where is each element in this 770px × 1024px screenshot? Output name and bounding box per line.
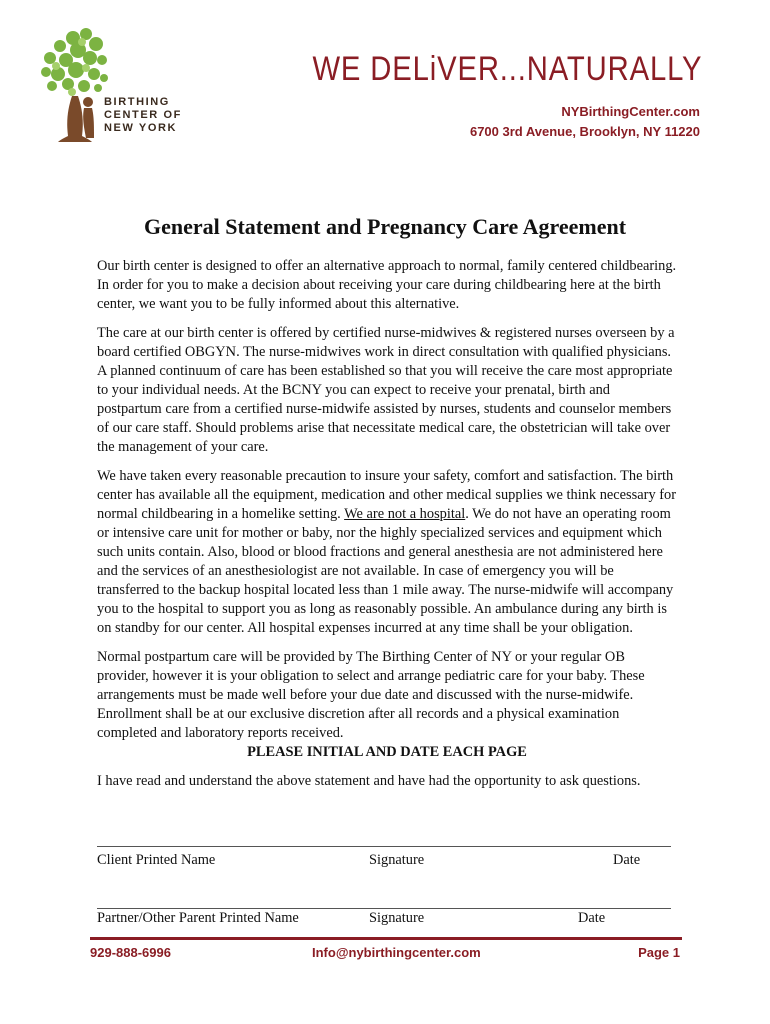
- not-a-hospital-notice: We are not a hospital: [344, 506, 466, 522]
- logo-line-2: CENTER OF: [104, 109, 182, 121]
- page-title: General Statement and Pregnancy Care Agreement: [143, 214, 627, 239]
- logo-text: [104, 96, 182, 135]
- signature-row-partner: [97, 908, 671, 926]
- paragraph-3-start: We have taken every reasonable precaution to insure your safety, comfort and satisfaction. The birth center has available all the equipment, medication and other medical supplies we think necessary for normal childbearing in a homelike setting.: [97, 468, 677, 522]
- paragraph-2: The care at our birth center is offered by certified nurse-midwives & registered nurses overseen by a board certified OBGYN. The nurse-midwives work in direct consultation with qualified physicians. A planned continuum of care has been established so that you will receive the care most appropriate to your individual needs. At the BCNY you can expect to receive your prenatal, birth and postpartum care from a certified nurse-midwife assisted by nurses, students and counselor members of our care staff. Should problems arise that necessitate medical care, the obstetrician will take over the management of your care.: [97, 325, 675, 455]
- footer-divider: [90, 937, 682, 940]
- partner-date-label: Date: [578, 910, 606, 926]
- footer-phone[interactable]: 929-888-6996: [90, 945, 171, 960]
- tagline: WE DELiVER...NATURALLY: [312, 50, 702, 88]
- partner-name-label: Partner/Other Parent Printed Name: [97, 910, 299, 926]
- paragraph-1: Our birth center is designed to offer an alternative approach to normal, family centered childbearing. In order for you to make a decision about receiving your care during childbearing here at the birth center, we want you to be fully informed about this alternative.: [97, 258, 677, 312]
- logo-line-1: BIRTHING: [104, 96, 170, 108]
- client-name-label: Client Printed Name: [97, 852, 216, 868]
- partner-signature-label: Signature: [369, 910, 425, 926]
- paragraph-4: Normal postpartum care will be provided by The Birthing Center of NY or your regular OB provider, however it is your obligation to select and arrange pediatric care for your baby. These arrangements must be made well before your due date and discussed with the nurse-midwife. Enrollment shall be at our exclusive discretion after all records and a physical examination completed and laboratory reports received.: [97, 649, 645, 741]
- initial-notice: PLEASE INITIAL AND DATE EACH PAGE: [247, 744, 527, 760]
- paragraph-3-end: . We do not have an operating room or intensive care unit for mother or baby, nor the highly specialized services and equipment which such units contain. Also, blood or blood fractions and general anesthesia are not administered here and the services of an anesthesiologist are not available. In case of emergency you will be transferred to the backup hospital located less than 1 mile away. The nurse-midwife will accompany you to the hospital to support you as long as reasonably possible. An ambulance during any birth is on standby for our center. All hospital expenses incurred at any time shall be your obligation.: [97, 506, 674, 636]
- address: 6700 3rd Avenue, Brooklyn, NY 11220: [469, 124, 700, 139]
- footer-email[interactable]: Info@nybirthingcenter.com: [312, 945, 481, 960]
- client-date-label: Date: [613, 852, 641, 868]
- page-number: Page 1: [638, 945, 680, 960]
- logo-line-3: NEW YORK: [104, 122, 178, 134]
- paragraph-3: [97, 467, 677, 638]
- signature-line[interactable]: [97, 846, 671, 847]
- signature-row-client: [97, 846, 671, 868]
- signature-line[interactable]: [97, 908, 671, 909]
- website-link[interactable]: NYBirthingCenter.com: [561, 104, 700, 119]
- agreement-body: [97, 257, 677, 801]
- client-signature-label: Signature: [369, 852, 425, 868]
- acknowledgement: I have read and understand the above statement and have had the opportunity to ask questions.: [97, 773, 641, 789]
